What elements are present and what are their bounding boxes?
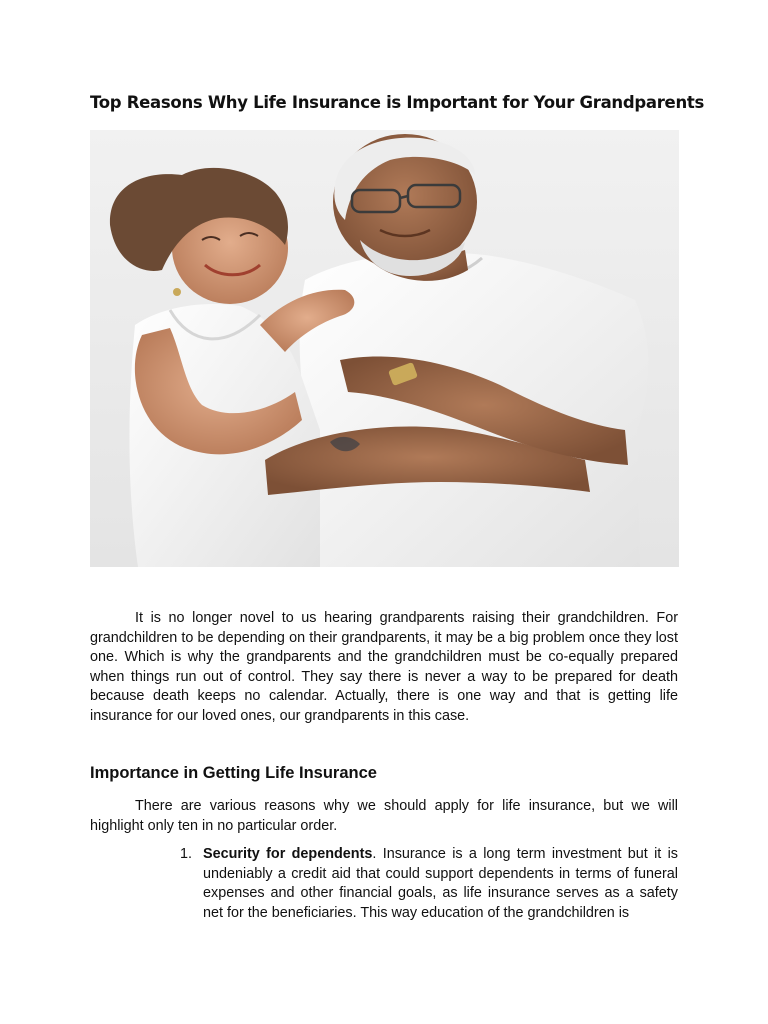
reason-heading: Security for dependents (203, 846, 373, 862)
document-title: Top Reasons Why Life Insurance is Important for Your Grandparents (90, 93, 705, 112)
reason-text: . Insurance is a long term investment but it is undeniably a credit aid that could support dependents in terms of funeral expenses and other financial goals, as life insurance serves as a safety net for the beneficiaries. This way education of the grandchildren is (203, 846, 678, 921)
section-heading: Importance in Getting Life Insurance (90, 764, 377, 782)
section-intro-paragraph: There are various reasons why we should apply for life insurance, but we will highlight only ten in no particular order. (90, 798, 678, 834)
list-number: 1. (180, 846, 193, 862)
list-item (180, 845, 678, 923)
reasons-list (180, 845, 678, 923)
elderly-couple-photo (90, 130, 679, 567)
intro-paragraph: It is no longer novel to us hearing grandparents raising their grandchildren. For grandchildren to be depending on their grandparents, it may be a big problem once they lost one. Which is why the grandparents and the grandchildren must be co-equally prepared when things run out of control. They say there is never a way to be prepared for death because death keeps no calendar. Actually, there is one way and that is getting life insurance for our loved ones, our grandparents in this case. (90, 610, 678, 724)
elderly-couple-illustration (90, 130, 679, 567)
